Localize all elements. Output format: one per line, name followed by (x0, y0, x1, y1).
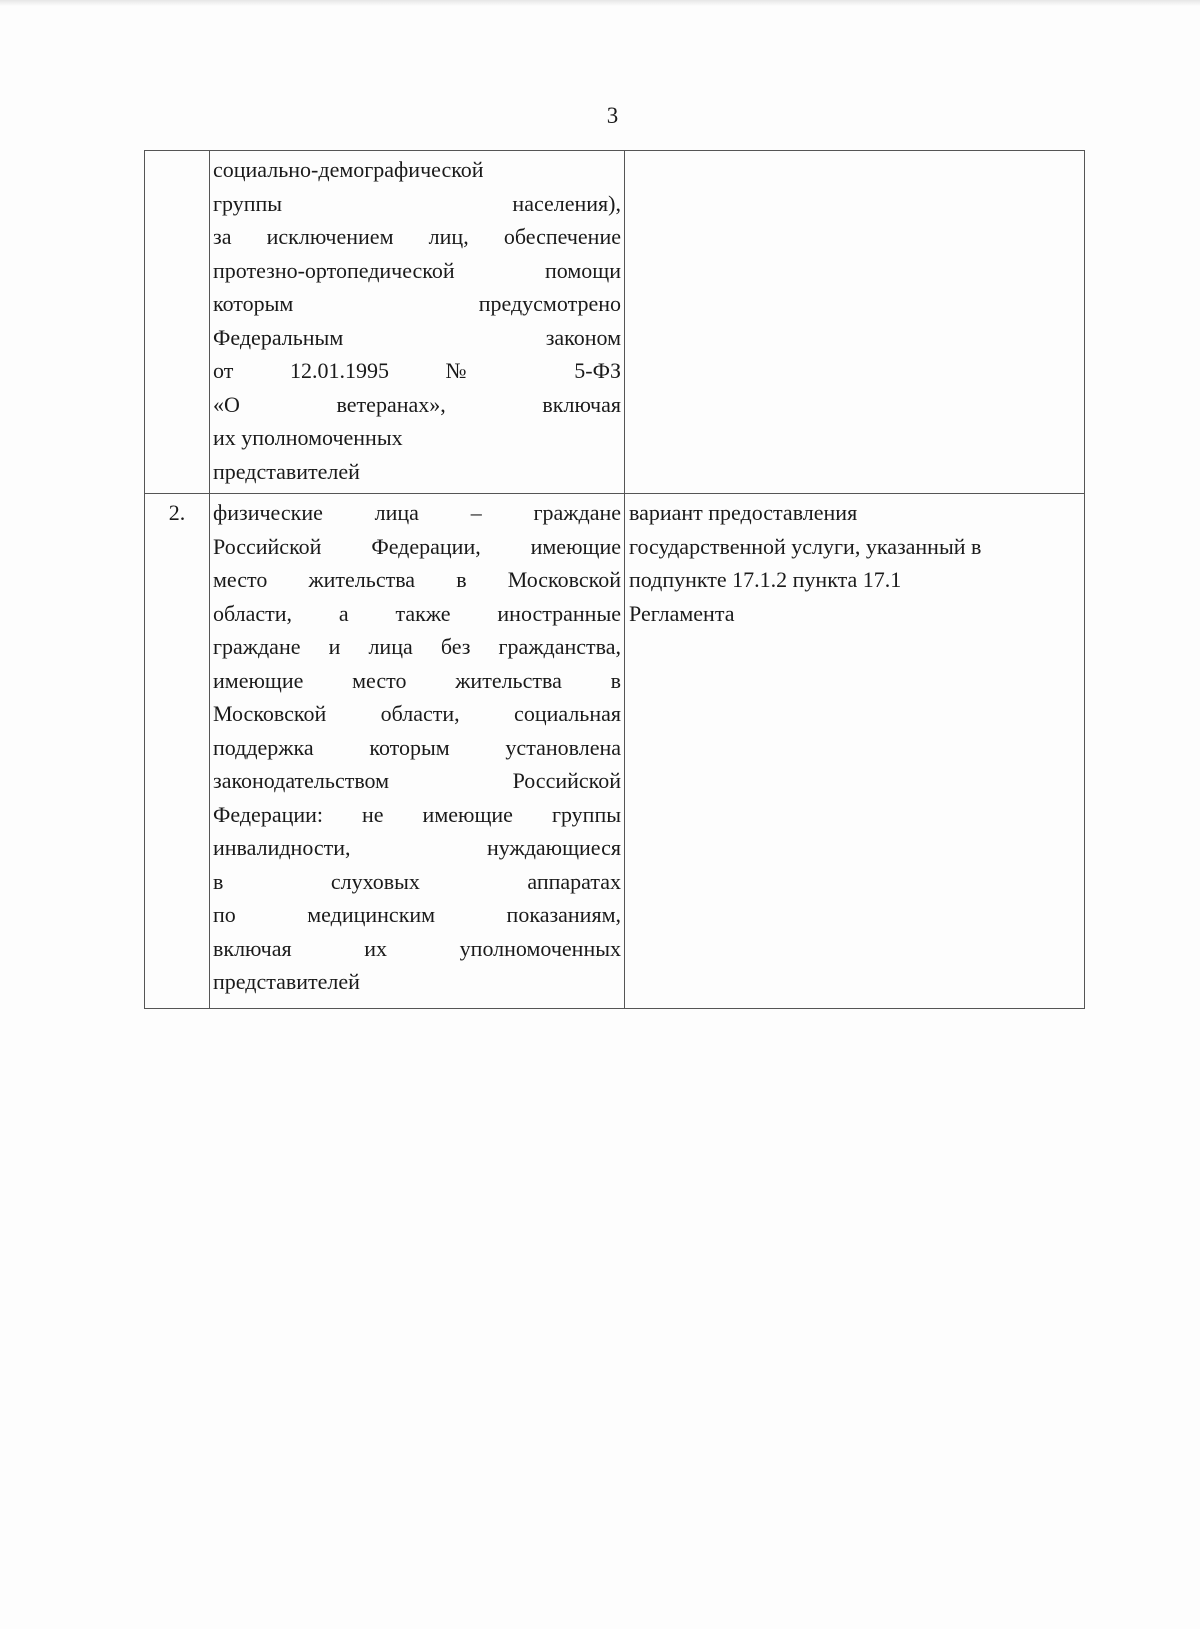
text-line: группы населения), (213, 190, 621, 216)
text-line: по медицинским показаниям, (213, 902, 621, 927)
text-line: которым предусмотрено (213, 291, 621, 316)
text-line: место жительства в Московской (213, 567, 621, 592)
text-line: имеющие место жительства в (213, 667, 621, 693)
row-number-cell: 2. (145, 494, 210, 1009)
table-row (145, 151, 1085, 494)
text-line: протезно-ортопедической помощи (213, 257, 621, 283)
text-line: Регламента (629, 600, 735, 626)
text-line: от 12.01.1995 № 5-ФЗ (213, 358, 621, 383)
text-line: поддержка которым установлена (213, 734, 621, 760)
service-variant-text (629, 496, 1080, 630)
table-row (145, 494, 1085, 1009)
service-variant-cell (625, 151, 1085, 494)
document-table (144, 150, 1085, 1009)
applicant-description-cell (210, 494, 625, 1009)
text-line: граждане и лица без гражданства, (213, 634, 621, 659)
text-line: представителей (213, 969, 360, 994)
applicant-description-text (213, 153, 621, 488)
text-line: социально-демографической (213, 157, 484, 182)
applicant-description-cell (210, 151, 625, 494)
text-line: области, а также иностранные (213, 600, 621, 626)
text-line: физические лица – граждане (213, 500, 621, 525)
applicant-description-text (213, 496, 621, 999)
text-line: законодательством Российской (213, 768, 621, 793)
text-line: Московской области, социальная (213, 701, 621, 726)
table-body (145, 151, 1085, 1009)
text-line: подпункте 17.1.2 пункта 17.1 (629, 567, 902, 592)
text-line: их уполномоченных (213, 425, 403, 450)
row-number-cell (145, 151, 210, 494)
text-line: Федерации: не имеющие группы (213, 801, 621, 827)
text-line: в слуховых аппаратах (213, 868, 621, 894)
text-line: Федеральным законом (213, 324, 621, 350)
scan-edge-shadow (0, 0, 1200, 6)
text-line: инвалидности, нуждающиеся (213, 835, 621, 860)
text-line: государственной услуги, указанный в (629, 533, 982, 559)
page-number: 3 (606, 103, 619, 128)
text-line: «О ветеранах», включая (213, 391, 621, 417)
text-line: включая их уполномоченных (213, 935, 621, 961)
text-line: Российской Федерации, имеющие (213, 533, 621, 559)
service-variant-cell (625, 494, 1085, 1009)
text-line: представителей (213, 458, 360, 484)
text-line: вариант предоставления (629, 500, 858, 525)
text-line: за исключением лиц, обеспечение (213, 224, 621, 249)
